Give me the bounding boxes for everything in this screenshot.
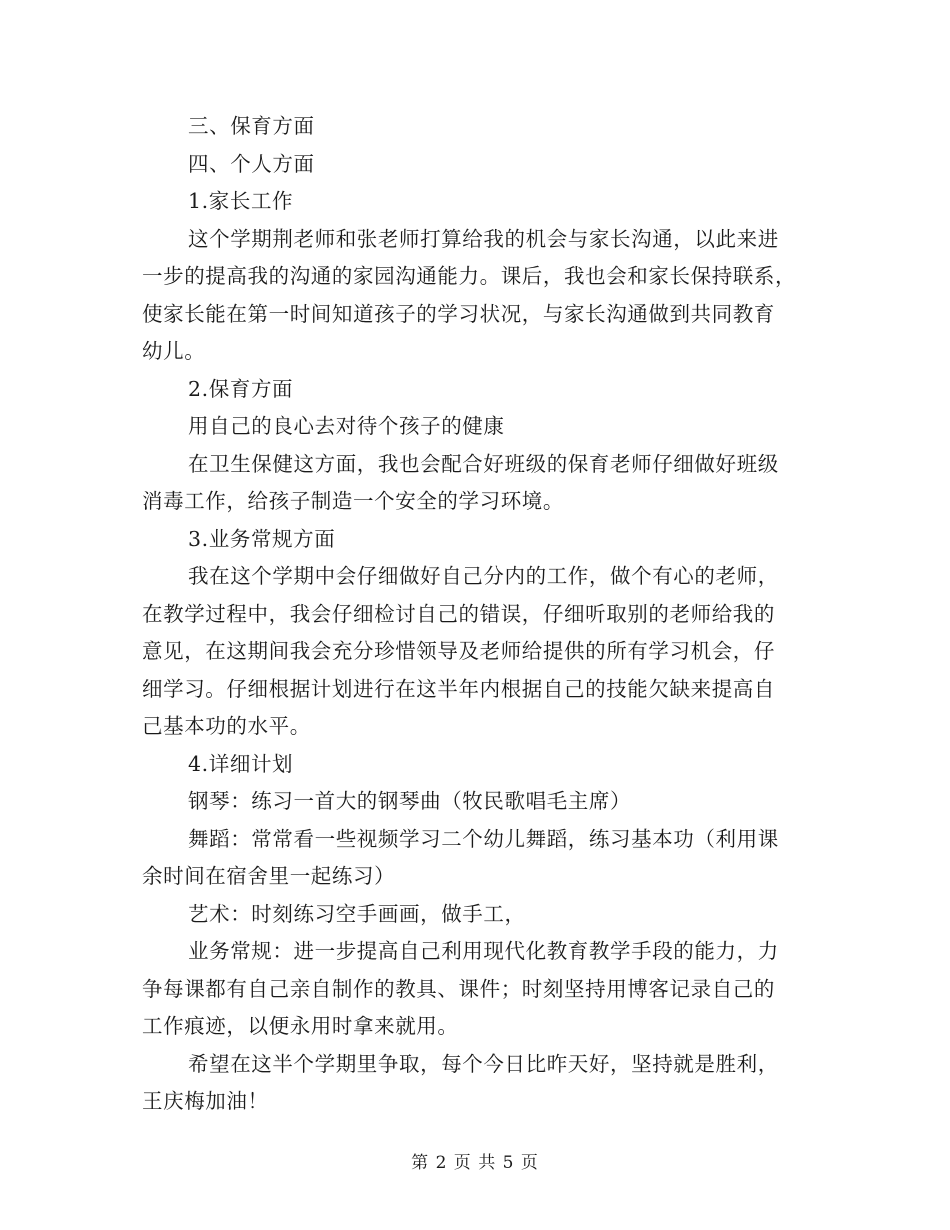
- document-body: [142, 108, 810, 1121]
- text-line: 消毒工作，给孩子制造一个安全的学习环境。: [142, 489, 564, 513]
- text-line: 在卫生保健这方面，我也会配合好班级的保育老师仔细做好班级: [188, 451, 779, 476]
- text-line: 用自己的良心去对待个孩子的健康: [188, 414, 505, 438]
- text-line: 三、保育方面: [188, 114, 315, 138]
- text-line: 1.家长工作: [188, 189, 294, 213]
- text-line: 钢琴：练习一首大的钢琴曲（牧民歌唱毛主席）: [188, 789, 632, 813]
- text-line: 业务常规：进一步提高自己利用现代化教育教学手段的能力，力: [188, 939, 779, 963]
- text-line: 我在这个学期中会仔细做好自己分内的工作，做个有心的老师，: [188, 564, 779, 588]
- text-line: 王庆梅加油！: [142, 1089, 269, 1113]
- text-line: 希望在这半个学期里争取，每个今日比昨天好，坚持就是胜利，: [188, 1051, 779, 1076]
- text-line: 余时间在宿舍里一起练习）: [142, 864, 396, 888]
- text-line: 4.详细计划: [188, 751, 294, 776]
- text-line: 舞蹈：常常看一些视频学习二个幼儿舞蹈，练习基本功（利用课: [188, 826, 779, 851]
- text-line: 意见，在这期间我会充分珍惜领导及老师给提供的所有学习机会，仔: [142, 639, 775, 663]
- text-line: 四、个人方面: [188, 151, 315, 176]
- text-line: 2.保育方面: [188, 376, 294, 401]
- text-line: 3.业务常规方面: [188, 526, 336, 551]
- text-line: 工作痕迹，以便永用时拿来就用。: [142, 1014, 459, 1038]
- text-line: 己基本功的水平。: [142, 714, 311, 738]
- text-line: 一步的提高我的沟通的家园沟通能力。课后，我也会和家长保持联系，: [142, 264, 797, 288]
- text-line: 细学习。仔细根据计划进行在这半年内根据自己的技能欠缺来提高自: [142, 676, 775, 701]
- text-line: 这个学期荆老师和张老师打算给我的机会与家长沟通，以此来进: [188, 226, 779, 251]
- text-line: 在教学过程中，我会仔细检讨自己的错误，仔细听取别的老师给我的: [142, 601, 775, 626]
- text-line: 争每课都有自己亲自制作的教具、课件；时刻坚持用博客记录自己的: [142, 976, 775, 1001]
- page-footer: 第 2 页 共 5 页: [411, 1153, 539, 1173]
- text-line: 幼儿。: [142, 339, 206, 363]
- text-line: 使家长能在第一时间知道孩子的学习状况，与家长沟通做到共同教育: [142, 301, 775, 326]
- text-line: 艺术：时刻练习空手画画，做手工，: [188, 901, 526, 926]
